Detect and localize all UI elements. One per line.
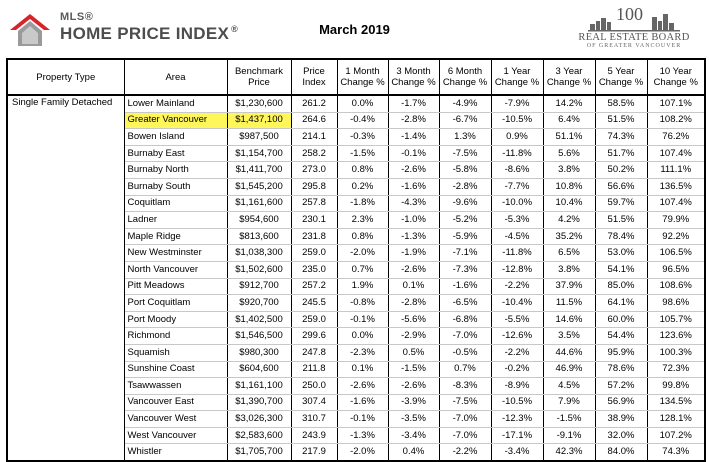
- change-cell: 98.6%: [647, 295, 705, 312]
- price-index-cell: 258.2: [291, 145, 337, 162]
- change-cell: -2.0%: [337, 444, 388, 461]
- change-cell: 72.3%: [647, 361, 705, 378]
- benchmark-price-cell: $1,546,500: [227, 328, 291, 345]
- benchmark-price-cell: $1,390,700: [227, 394, 291, 411]
- change-cell: 0.8%: [337, 162, 388, 179]
- change-cell: -12.8%: [491, 261, 543, 278]
- change-cell: 134.5%: [647, 394, 705, 411]
- change-cell: -11.8%: [491, 145, 543, 162]
- price-index-cell: 217.9: [291, 444, 337, 461]
- benchmark-price-cell: $1,161,100: [227, 378, 291, 395]
- change-cell: -2.6%: [388, 261, 439, 278]
- change-cell: 0.0%: [337, 95, 388, 112]
- column-header: Area: [124, 59, 227, 95]
- change-cell: -5.2%: [439, 212, 491, 229]
- change-cell: -5.5%: [491, 311, 543, 328]
- area-cell: Richmond: [124, 328, 227, 345]
- area-cell: New Westminster: [124, 245, 227, 262]
- benchmark-price-cell: $1,502,600: [227, 261, 291, 278]
- price-index-cell: 307.4: [291, 394, 337, 411]
- column-header: 1 Month Change %: [337, 59, 388, 95]
- price-index-cell: 231.8: [291, 228, 337, 245]
- area-cell: Vancouver West: [124, 411, 227, 428]
- change-cell: -1.3%: [388, 228, 439, 245]
- change-cell: -3.5%: [388, 411, 439, 428]
- benchmark-price-cell: $920,700: [227, 295, 291, 312]
- change-cell: 0.1%: [337, 361, 388, 378]
- price-index-cell: 295.8: [291, 178, 337, 195]
- change-cell: 35.2%: [543, 228, 595, 245]
- change-cell: -1.8%: [337, 195, 388, 212]
- change-cell: -2.9%: [388, 328, 439, 345]
- change-cell: -7.0%: [439, 328, 491, 345]
- change-cell: -10.0%: [491, 195, 543, 212]
- area-cell: Ladner: [124, 212, 227, 229]
- change-cell: -1.3%: [337, 427, 388, 444]
- benchmark-price-cell: $912,700: [227, 278, 291, 295]
- change-cell: -3.4%: [491, 444, 543, 461]
- change-cell: -2.6%: [388, 162, 439, 179]
- change-cell: 53.0%: [595, 245, 647, 262]
- change-cell: 14.6%: [543, 311, 595, 328]
- benchmark-price-cell: $2,583,600: [227, 427, 291, 444]
- area-cell: Whistler: [124, 444, 227, 461]
- change-cell: 11.5%: [543, 295, 595, 312]
- change-cell: -7.3%: [439, 261, 491, 278]
- area-cell: Bowen Island: [124, 129, 227, 146]
- price-index-cell: 245.5: [291, 295, 337, 312]
- table-header-row: [7, 59, 705, 95]
- column-header: Property Type: [7, 59, 124, 95]
- column-header: Price Index: [291, 59, 337, 95]
- change-cell: 60.0%: [595, 311, 647, 328]
- area-cell: Vancouver East: [124, 394, 227, 411]
- benchmark-price-cell: $1,545,200: [227, 178, 291, 195]
- change-cell: -5.8%: [439, 162, 491, 179]
- change-cell: 54.1%: [595, 261, 647, 278]
- price-index-cell: 214.1: [291, 129, 337, 146]
- change-cell: -1.6%: [388, 178, 439, 195]
- column-header: 1 Year Change %: [491, 59, 543, 95]
- change-cell: -7.5%: [439, 394, 491, 411]
- benchmark-price-cell: $1,038,300: [227, 245, 291, 262]
- area-cell: Port Coquitlam: [124, 295, 227, 312]
- change-cell: 96.5%: [647, 261, 705, 278]
- change-cell: -1.6%: [337, 394, 388, 411]
- change-cell: 14.2%: [543, 95, 595, 112]
- change-cell: 51.5%: [595, 112, 647, 129]
- change-cell: -4.3%: [388, 195, 439, 212]
- change-cell: 37.9%: [543, 278, 595, 295]
- change-cell: -7.5%: [439, 145, 491, 162]
- page-title: March 2019: [319, 22, 390, 37]
- change-cell: 0.7%: [439, 361, 491, 378]
- change-cell: 51.1%: [543, 129, 595, 146]
- change-cell: 64.1%: [595, 295, 647, 312]
- brand-text: HOME PRICE INDEX: [60, 24, 230, 43]
- change-cell: 1.3%: [439, 129, 491, 146]
- change-cell: -6.5%: [439, 295, 491, 312]
- change-cell: -8.6%: [491, 162, 543, 179]
- benchmark-price-cell: $1,705,700: [227, 444, 291, 461]
- change-cell: 3.5%: [543, 328, 595, 345]
- change-cell: 42.3%: [543, 444, 595, 461]
- change-cell: -10.4%: [491, 295, 543, 312]
- change-cell: -9.1%: [543, 427, 595, 444]
- real-estate-board-logo: [569, 4, 699, 54]
- price-index-cell: 250.0: [291, 378, 337, 395]
- benchmark-price-cell: $1,411,700: [227, 162, 291, 179]
- column-header: 3 Month Change %: [388, 59, 439, 95]
- change-cell: -12.6%: [491, 328, 543, 345]
- change-cell: -0.1%: [337, 411, 388, 428]
- column-header: Benchmark Price: [227, 59, 291, 95]
- benchmark-price-cell: $1,154,700: [227, 145, 291, 162]
- change-cell: 44.6%: [543, 344, 595, 361]
- price-index-cell: 230.1: [291, 212, 337, 229]
- benchmark-price-cell: $1,402,500: [227, 311, 291, 328]
- price-index-cell: 257.2: [291, 278, 337, 295]
- benchmark-price-cell: $3,026,300: [227, 411, 291, 428]
- change-cell: 51.5%: [595, 212, 647, 229]
- change-cell: -17.1%: [491, 427, 543, 444]
- change-cell: -10.5%: [491, 112, 543, 129]
- change-cell: 106.5%: [647, 245, 705, 262]
- change-cell: 0.2%: [337, 178, 388, 195]
- change-cell: -2.6%: [388, 378, 439, 395]
- change-cell: 0.8%: [337, 228, 388, 245]
- area-cell: North Vancouver: [124, 261, 227, 278]
- change-cell: -2.2%: [491, 278, 543, 295]
- change-cell: 6.5%: [543, 245, 595, 262]
- change-cell: 136.5%: [647, 178, 705, 195]
- price-index-cell: 259.0: [291, 245, 337, 262]
- change-cell: -4.9%: [439, 95, 491, 112]
- change-cell: 108.2%: [647, 112, 705, 129]
- change-cell: 92.2%: [647, 228, 705, 245]
- change-cell: 108.6%: [647, 278, 705, 295]
- change-cell: 74.3%: [647, 444, 705, 461]
- change-cell: -0.5%: [439, 344, 491, 361]
- price-index-cell: 235.0: [291, 261, 337, 278]
- benchmark-price-cell: $604,600: [227, 361, 291, 378]
- area-cell: Tsawwassen: [124, 378, 227, 395]
- change-cell: 38.9%: [595, 411, 647, 428]
- change-cell: -5.9%: [439, 228, 491, 245]
- change-cell: 0.9%: [491, 129, 543, 146]
- table-row: [7, 95, 705, 112]
- property-type-cell: Single Family Detached: [7, 95, 124, 461]
- change-cell: 0.0%: [337, 328, 388, 345]
- change-cell: -2.2%: [491, 344, 543, 361]
- change-cell: 5.6%: [543, 145, 595, 162]
- change-cell: 58.5%: [595, 95, 647, 112]
- area-cell: Burnaby South: [124, 178, 227, 195]
- change-cell: -0.3%: [337, 129, 388, 146]
- price-index-cell: 243.9: [291, 427, 337, 444]
- price-index-cell: 273.0: [291, 162, 337, 179]
- change-cell: 100.3%: [647, 344, 705, 361]
- change-cell: 59.7%: [595, 195, 647, 212]
- change-cell: 0.5%: [388, 344, 439, 361]
- change-cell: -0.1%: [388, 145, 439, 162]
- area-cell: Port Moody: [124, 311, 227, 328]
- change-cell: -5.3%: [491, 212, 543, 229]
- change-cell: -0.2%: [491, 361, 543, 378]
- price-index-cell: 310.7: [291, 411, 337, 428]
- board-name: REAL ESTATE BOARD: [578, 32, 690, 43]
- change-cell: 32.0%: [595, 427, 647, 444]
- change-cell: -8.3%: [439, 378, 491, 395]
- area-cell: Sunshine Coast: [124, 361, 227, 378]
- change-cell: -8.9%: [491, 378, 543, 395]
- area-cell: West Vancouver: [124, 427, 227, 444]
- change-cell: 0.7%: [337, 261, 388, 278]
- area-cell: Pitt Meadows: [124, 278, 227, 295]
- change-cell: 6.4%: [543, 112, 595, 129]
- price-index-cell: 259.0: [291, 311, 337, 328]
- change-cell: 79.9%: [647, 212, 705, 229]
- change-cell: -7.9%: [491, 95, 543, 112]
- change-cell: -2.8%: [439, 178, 491, 195]
- area-cell: Greater Vancouver: [124, 112, 227, 129]
- change-cell: 74.3%: [595, 129, 647, 146]
- change-cell: 3.8%: [543, 261, 595, 278]
- change-cell: 78.6%: [595, 361, 647, 378]
- change-cell: -2.6%: [337, 378, 388, 395]
- change-cell: -6.7%: [439, 112, 491, 129]
- column-header: 5 Year Change %: [595, 59, 647, 95]
- change-cell: -5.6%: [388, 311, 439, 328]
- change-cell: -0.4%: [337, 112, 388, 129]
- change-cell: -7.0%: [439, 427, 491, 444]
- change-cell: 51.7%: [595, 145, 647, 162]
- change-cell: -10.5%: [491, 394, 543, 411]
- change-cell: 7.9%: [543, 394, 595, 411]
- benchmark-price-cell: $987,500: [227, 129, 291, 146]
- mls-label: MLS®: [60, 11, 94, 23]
- change-cell: 3.8%: [543, 162, 595, 179]
- report-header: [0, 0, 709, 57]
- change-cell: 111.1%: [647, 162, 705, 179]
- change-cell: 50.2%: [595, 162, 647, 179]
- change-cell: 76.2%: [647, 129, 705, 146]
- change-cell: -11.8%: [491, 245, 543, 262]
- price-index-cell: 264.6: [291, 112, 337, 129]
- change-cell: 10.4%: [543, 195, 595, 212]
- change-cell: 107.1%: [647, 95, 705, 112]
- board-subtitle: OF GREATER VANCOUVER: [586, 43, 682, 49]
- change-cell: 107.4%: [647, 195, 705, 212]
- price-index-cell: 257.8: [291, 195, 337, 212]
- change-cell: 85.0%: [595, 278, 647, 295]
- benchmark-price-cell: $1,161,600: [227, 195, 291, 212]
- change-cell: -6.8%: [439, 311, 491, 328]
- change-cell: 4.5%: [543, 378, 595, 395]
- benchmark-price-cell: $1,230,600: [227, 95, 291, 112]
- change-cell: 56.9%: [595, 394, 647, 411]
- change-cell: 105.7%: [647, 311, 705, 328]
- benchmark-price-cell: $813,600: [227, 228, 291, 245]
- change-cell: 107.4%: [647, 145, 705, 162]
- column-header: 3 Year Change %: [543, 59, 595, 95]
- area-cell: Squamish: [124, 344, 227, 361]
- area-cell: Maple Ridge: [124, 228, 227, 245]
- column-header: 6 Month Change %: [439, 59, 491, 95]
- benchmark-price-cell: $980,300: [227, 344, 291, 361]
- change-cell: -1.7%: [388, 95, 439, 112]
- area-cell: Burnaby North: [124, 162, 227, 179]
- area-cell: Lower Mainland: [124, 95, 227, 112]
- change-cell: 54.4%: [595, 328, 647, 345]
- change-cell: -4.5%: [491, 228, 543, 245]
- change-cell: 1.9%: [337, 278, 388, 295]
- price-index-cell: 261.2: [291, 95, 337, 112]
- change-cell: 99.8%: [647, 378, 705, 395]
- change-cell: -0.1%: [337, 311, 388, 328]
- hpi-table: [6, 58, 706, 462]
- change-cell: -1.9%: [388, 245, 439, 262]
- change-cell: 57.2%: [595, 378, 647, 395]
- price-index-cell: 299.6: [291, 328, 337, 345]
- change-cell: -7.0%: [439, 411, 491, 428]
- change-cell: -9.6%: [439, 195, 491, 212]
- change-cell: -1.5%: [337, 145, 388, 162]
- brand-mark: ®: [231, 24, 239, 34]
- change-cell: -1.6%: [439, 278, 491, 295]
- change-cell: 0.1%: [388, 278, 439, 295]
- change-cell: -1.4%: [388, 129, 439, 146]
- benchmark-price-cell: $1,437,100: [227, 112, 291, 129]
- change-cell: 128.1%: [647, 411, 705, 428]
- area-cell: Burnaby East: [124, 145, 227, 162]
- change-cell: -12.3%: [491, 411, 543, 428]
- benchmark-price-cell: $954,600: [227, 212, 291, 229]
- change-cell: 56.6%: [595, 178, 647, 195]
- change-cell: 84.0%: [595, 444, 647, 461]
- city-skyline-icon: [586, 4, 682, 32]
- change-cell: -2.3%: [337, 344, 388, 361]
- change-cell: 95.9%: [595, 344, 647, 361]
- change-cell: 46.9%: [543, 361, 595, 378]
- change-cell: 0.4%: [388, 444, 439, 461]
- change-cell: 4.2%: [543, 212, 595, 229]
- change-cell: -2.0%: [337, 245, 388, 262]
- change-cell: -7.7%: [491, 178, 543, 195]
- price-index-cell: 247.8: [291, 344, 337, 361]
- change-cell: -2.2%: [439, 444, 491, 461]
- change-cell: -0.8%: [337, 295, 388, 312]
- column-header: 10 Year Change %: [647, 59, 705, 95]
- change-cell: -3.9%: [388, 394, 439, 411]
- change-cell: 2.3%: [337, 212, 388, 229]
- table-body: [7, 95, 705, 461]
- change-cell: -7.1%: [439, 245, 491, 262]
- change-cell: 107.2%: [647, 427, 705, 444]
- change-cell: -2.8%: [388, 295, 439, 312]
- anniversary-number: 100: [616, 4, 643, 24]
- change-cell: -1.5%: [388, 361, 439, 378]
- change-cell: 78.4%: [595, 228, 647, 245]
- price-index-cell: 211.8: [291, 361, 337, 378]
- change-cell: 10.8%: [543, 178, 595, 195]
- change-cell: -1.5%: [543, 411, 595, 428]
- change-cell: -3.4%: [388, 427, 439, 444]
- change-cell: -1.0%: [388, 212, 439, 229]
- area-cell: Coquitlam: [124, 195, 227, 212]
- change-cell: 123.6%: [647, 328, 705, 345]
- change-cell: -2.8%: [388, 112, 439, 129]
